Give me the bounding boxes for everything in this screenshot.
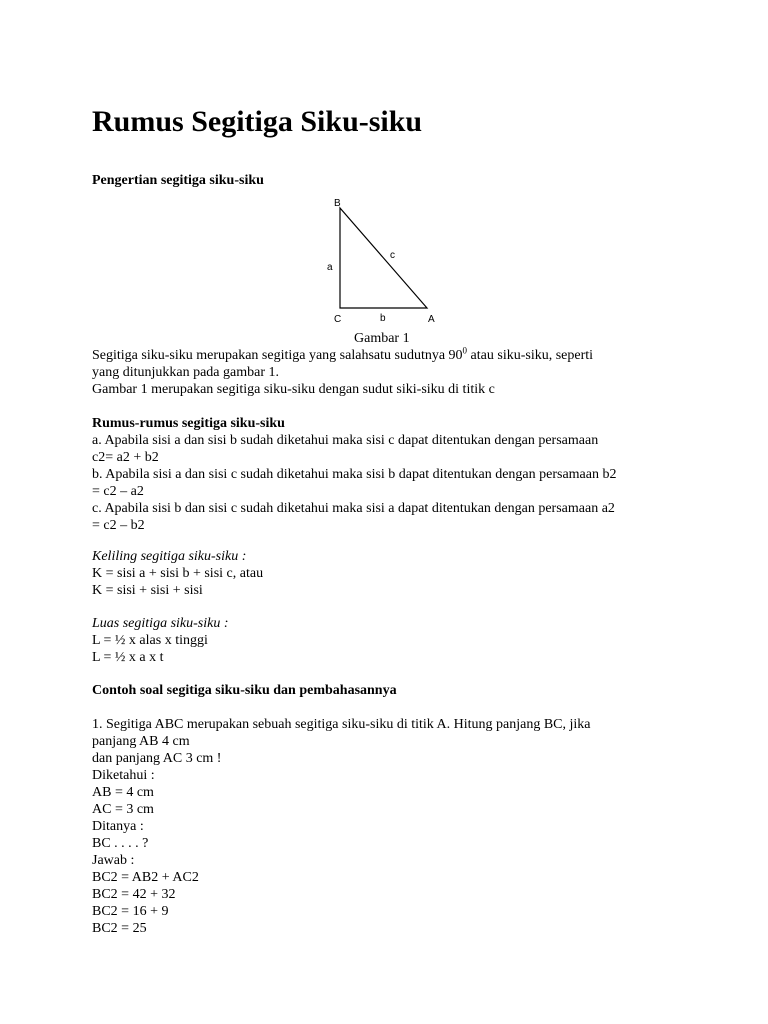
contoh-line: BC2 = 25 xyxy=(92,921,147,936)
contoh-line: Ditanya : xyxy=(92,819,144,834)
contoh-line: BC2 = 16 + 9 xyxy=(92,904,169,919)
contoh-line: BC2 = 42 + 32 xyxy=(92,887,176,902)
keliling-line: K = sisi + sisi + sisi xyxy=(92,583,203,598)
keliling-heading: Keliling segitiga siku-siku : xyxy=(92,549,247,564)
luas-line: L = ½ x a x t xyxy=(92,650,164,665)
luas-line: L = ½ x alas x tinggi xyxy=(92,633,208,648)
paragraph-definition-line1 xyxy=(92,347,593,364)
figure-caption: Gambar 1 xyxy=(354,331,410,346)
triangle-shape xyxy=(340,208,427,308)
side-label-a: a xyxy=(327,262,333,273)
rumus-line: c2= a2 + b2 xyxy=(92,450,159,465)
contoh-line: Jawab : xyxy=(92,853,135,868)
vertex-label-a: A xyxy=(428,314,435,325)
rumus-line: c. Apabila sisi b dan sisi c sudah diketahui maka sisi a dapat ditentukan dengan persamaan a2 xyxy=(92,501,615,516)
contoh-line: BC . . . . ? xyxy=(92,836,149,851)
side-label-c: c xyxy=(390,250,395,261)
paragraph-figure-description: Gambar 1 merupakan segitiga siku-siku dengan sudut siki-siku di titik c xyxy=(92,382,495,397)
paragraph-definition-line2: yang ditunjukkan pada gambar 1. xyxy=(92,365,280,380)
section-heading-rumus: Rumus-rumus segitiga siku-siku xyxy=(92,416,285,431)
contoh-line: panjang AB 4 cm xyxy=(92,734,190,749)
rumus-line: b. Apabila sisi a dan sisi c sudah diketahui maka sisi b dapat ditentukan dengan persamaan b2 xyxy=(92,467,617,482)
contoh-line: 1. Segitiga ABC merupakan sebuah segitiga siku-siku di titik A. Hitung panjang BC, jika xyxy=(92,717,591,732)
luas-heading: Luas segitiga siku-siku : xyxy=(92,616,229,631)
rumus-line: a. Apabila sisi a dan sisi b sudah diketahui maka sisi c dapat ditentukan dengan persamaan xyxy=(92,433,599,448)
section-heading-pengertian: Pengertian segitiga siku-siku xyxy=(92,173,264,188)
rumus-line: = c2 – b2 xyxy=(92,518,145,533)
contoh-line: dan panjang AC 3 cm ! xyxy=(92,751,222,766)
contoh-line: AB = 4 cm xyxy=(92,785,154,800)
side-label-b: b xyxy=(380,313,386,324)
keliling-line: K = sisi a + sisi b + sisi c, atau xyxy=(92,566,264,581)
rumus-line: = c2 – a2 xyxy=(92,484,144,499)
page-title: Rumus Segitiga Siku-siku xyxy=(92,105,423,138)
text-segment: Segitiga siku-siku merupakan segitiga yang salahsatu sudutnya 90 xyxy=(92,348,463,363)
contoh-line: Diketahui : xyxy=(92,768,155,783)
vertex-label-b: B xyxy=(334,198,341,209)
degree-superscript: 0 xyxy=(462,345,468,356)
contoh-line: BC2 = AB2 + AC2 xyxy=(92,870,199,885)
vertex-label-c: C xyxy=(334,314,342,325)
section-heading-contoh: Contoh soal segitiga siku-siku dan pembahasannya xyxy=(92,683,397,698)
right-triangle-figure xyxy=(322,194,452,326)
text-segment: atau siku-siku, seperti xyxy=(467,348,594,363)
contoh-line: AC = 3 cm xyxy=(92,802,154,817)
